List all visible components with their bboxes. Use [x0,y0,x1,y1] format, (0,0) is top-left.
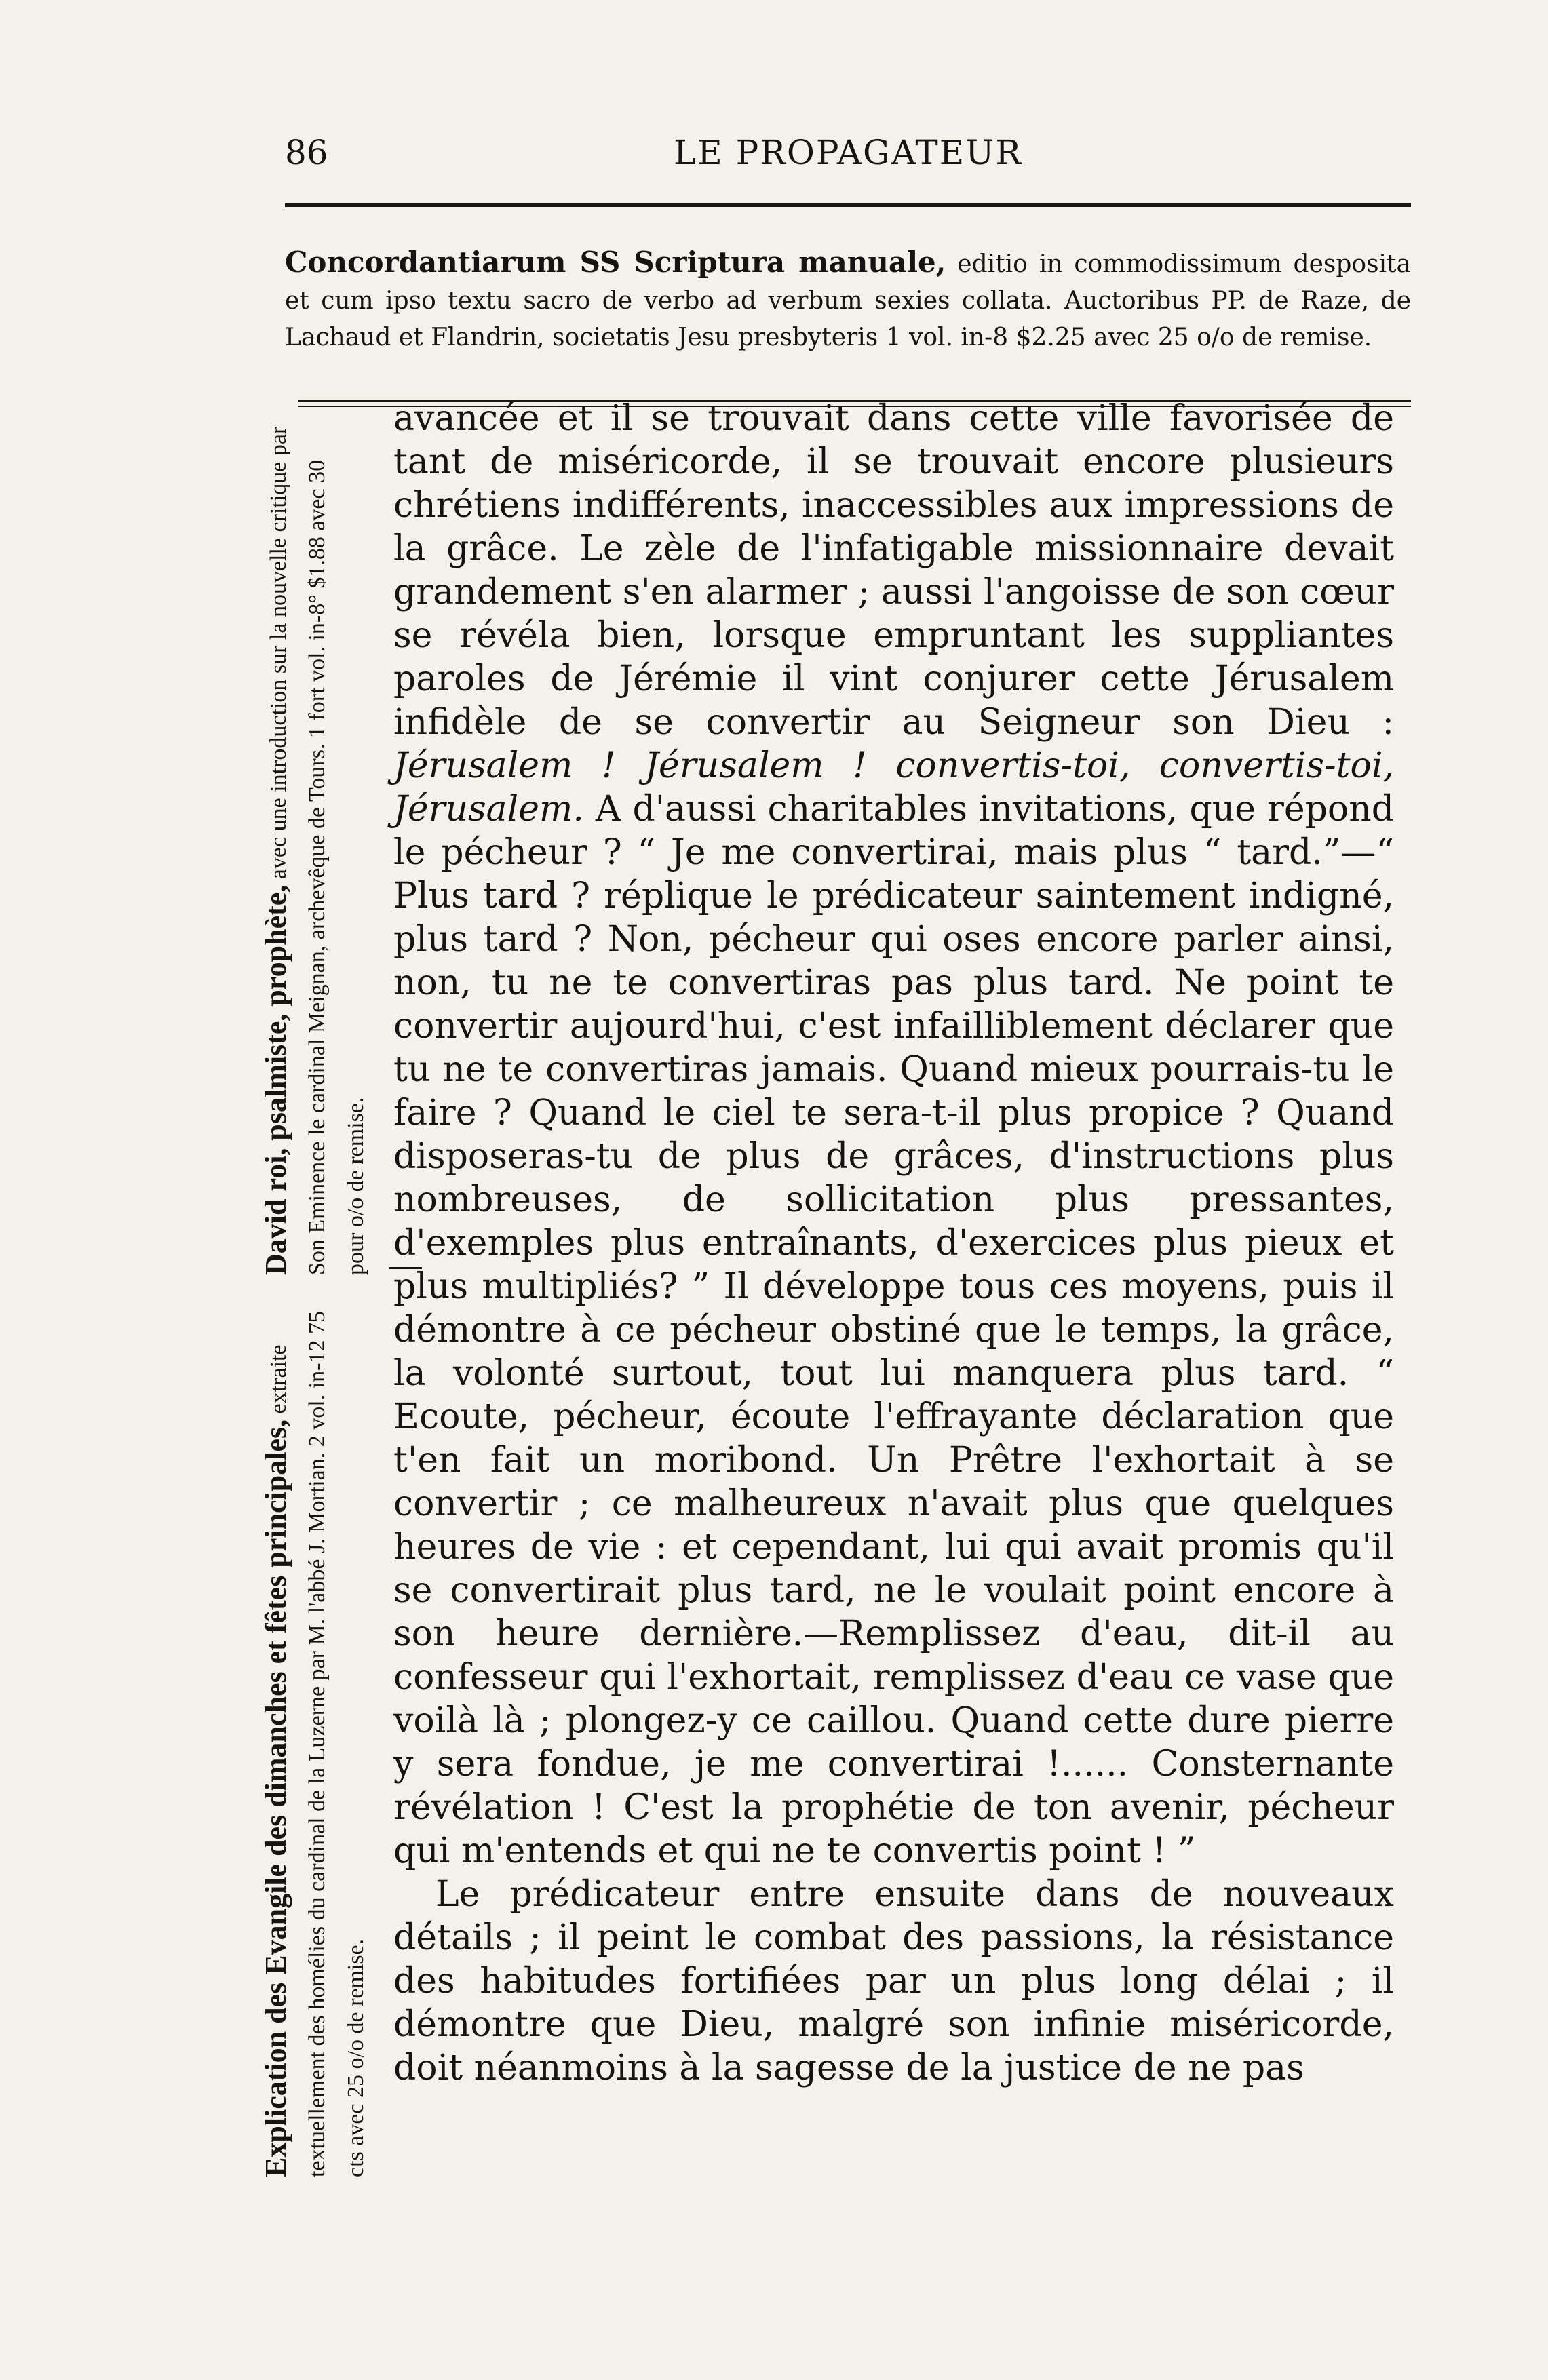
header-rule [285,203,1411,207]
ad-text: editio in commodissimum desposita et cum ipso textu sacro de verbo ad verbum sexies collata. Auctoribus PP. de Raze, de Lachaud et Flandrin, societatis Jesu presbyteris 1 vol. in-8 $2.25 avec 25 o/o de remise. [285,250,1411,351]
running-head [285,129,1411,183]
ad-title: Concordantiarum SS Scriptura manuale, [285,246,946,279]
ad-text: avec une introduction sur la nouvelle critique par Son Eminence le cardinal Meignan, archevêque de Tours. 1 fort vol. in-8° $1.88 avec 30 pour o/o de remise. [266,426,368,1275]
running-title: LE PROPAGATEUR [674,133,1022,172]
advertisement-david-roi [256,414,375,1275]
paragraph: Le prédicateur entre ensuite dans de nouveaux détails ; il peint le combat des passions, la résistance des habitudes fortifiées par un plus long délai ; il démontre que Dieu, malgré son infinie miséricorde, doit néanmoins à la sagesse de la justice de ne pas [393,1874,1394,2088]
ad-title: David roi, psalmiste, prophète, [259,884,292,1275]
advertisement-concordantiarum [285,244,1411,356]
paragraph-text: A d'aussi charitables invitations, que répond le pécheur ? “ Je me convertirai, mais plus “ tard.”—“ Plus tard ? réplique le prédicateur saintement indigné, plus tard ? Non, pécheur qui oses encore parler ainsi, non, tu ne te convertiras pas plus tard. Ne point te convertir aujourd'hui, c'est infailliblement déclarer que tu ne te convertiras jamais. Quand mieux pourrais-tu le faire ? Quand le ciel te sera-t-il plus propice ? Quand disposeras-tu de plus de grâces, d'instructions plus nombreuses, de sollicitation plus pressantes, d'exemples plus entraînants, d'exercices plus pieux et plus multipliés? ” Il développe tous ces moyens, puis il démontre à ce pécheur obstiné que le temps, la grâce, la volonté surtout, tout lui manquera plus tard. “ Ecoute, pécheur, écoute l'effrayante déclaration que t'en fait un moribond. Un Prêtre l'exhortait à se convertir ; ce malheureux n'avait plus que quelques heures de vie : et cependant, lui qui avait promis qu'il se convertirait plus tard, ne le voulait point encore à son heure dernière.—Remplissez d'eau, dit-il au confesseur qui l'exhortait, remplissez d'eau ce vase que voilà là ; plongez-y ce caillou. Quand cette dure pierre y sera fondue, je me convertirai !...... Consternante révélation ! C'est la prophétie de ton avenir, pécheur qui m'entends et qui ne te convertis point ! ” [393,789,1394,1871]
paragraph-italic-quote: Jérusalem ! Jérusalem ! convertis-toi, convertis-toi, Jérusalem. [393,745,1394,830]
advertisement-explication-evangiles [256,1295,375,2177]
paragraph-text: avancée et il se trouvait dans cette ville favorisée de tant de miséricorde, il se trouvait encore plusieurs chrétiens indifférents, inaccessibles aux impressions de la grâce. Le zèle de l'infatigable missionnaire devait grandement s'en alarmer ; aussi l'angoisse de son cœur se révéla bien, lorsque empruntant les suppliantes paroles de Jérémie il vint conjurer cette Jérusalem infidèle de se convertir au Seigneur son Dieu : [393,398,1394,743]
page-number: 86 [285,133,328,172]
paragraph [393,397,1394,1873]
body-text [393,397,1394,2090]
ad-title: Explication des Evangile des dimanches et fêtes principales, [259,1419,292,2177]
ad-text: extraite textuellement des homélies du cardinal de la Luzerne par M. l'abbé J. Mortian. 2 vol. in-12 75 cts avec 25 o/o de remise. [266,1311,368,2177]
